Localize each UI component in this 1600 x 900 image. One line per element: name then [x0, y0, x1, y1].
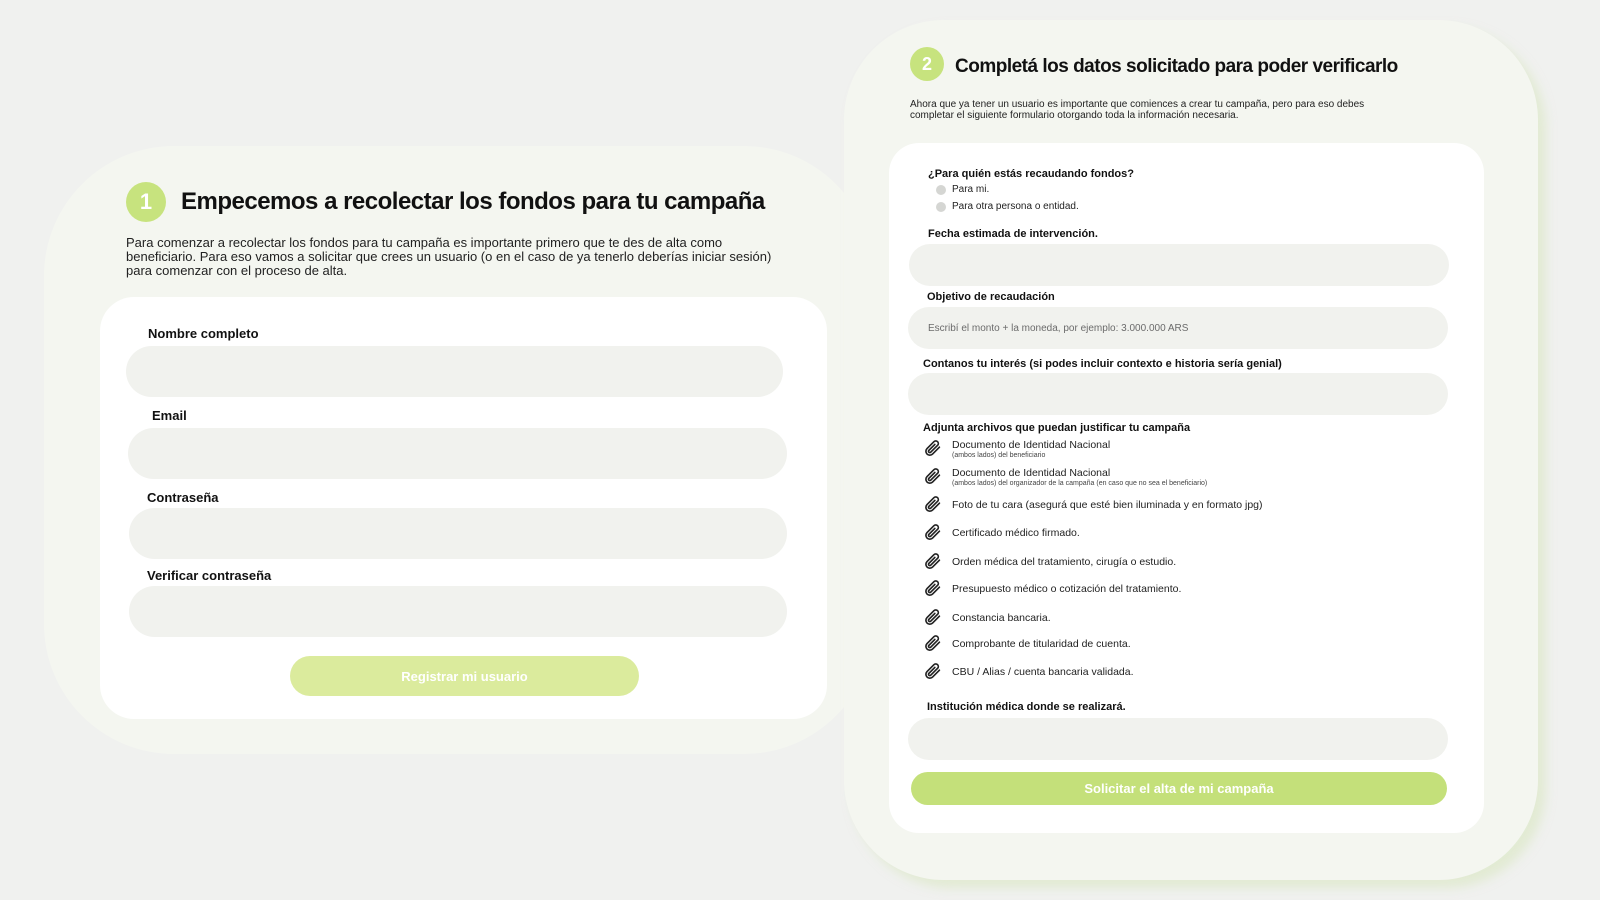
attachment-label: Foto de tu cara (asegurá que esté bien iluminada y en formato jpg)	[952, 499, 1263, 511]
interest-input[interactable]	[908, 373, 1448, 415]
password-label: Contraseña	[147, 490, 219, 505]
attachment-label: Documento de Identidad Nacional	[952, 439, 1111, 451]
attachment-label: CBU / Alias / cuenta bancaria validada.	[952, 666, 1134, 678]
step-2-title: Completá los datos solicitado para poder verificarlo	[955, 56, 1398, 77]
radio-option-label: Para mi.	[952, 184, 990, 195]
paperclip-icon	[922, 661, 944, 683]
radio-option-self[interactable]	[936, 184, 989, 195]
attachment-label: Comprobante de titularidad de cuenta.	[952, 638, 1131, 650]
register-user-button[interactable]: Registrar mi usuario	[290, 656, 639, 696]
step-2-intro-line: completar el siguiente formulario otorgando toda la información necesaria.	[910, 110, 1239, 121]
institution-label: Institución médica donde se realizará.	[927, 701, 1126, 713]
recipient-question-label: ¿Para quién estás recaudando fondos?	[928, 168, 1134, 180]
attachment-item[interactable]	[922, 551, 1176, 573]
paperclip-icon	[922, 494, 944, 516]
paperclip-icon	[922, 551, 944, 573]
radio-button[interactable]	[936, 185, 946, 195]
goal-label: Objetivo de recaudación	[927, 291, 1055, 303]
step-1-badge: 1	[126, 182, 166, 222]
paperclip-icon	[922, 578, 944, 600]
step-1-intro-line: Para comenzar a recolectar los fondos para tu campaña es importante primero que te des de alta como	[126, 235, 723, 250]
step-1-title: Empecemos a recolectar los fondos para tu campaña	[181, 188, 765, 215]
step-2-intro	[910, 99, 1430, 121]
verify-password-label: Verificar contraseña	[147, 568, 272, 583]
attachment-item[interactable]	[922, 438, 1110, 460]
attachment-item[interactable]	[922, 633, 1131, 655]
paperclip-icon	[922, 466, 944, 488]
step-2-intro-line: Ahora que ya tener un usuario es importante que comiences a crear tu campaña, pero para eso debes	[910, 99, 1365, 110]
goal-input[interactable]	[908, 307, 1448, 349]
intervention-date-input[interactable]	[909, 244, 1449, 286]
request-campaign-button[interactable]: Solicitar el alta de mi campaña	[911, 772, 1447, 805]
email-input[interactable]	[128, 428, 787, 479]
paperclip-icon	[922, 522, 944, 544]
paperclip-icon	[922, 607, 944, 629]
attachment-item[interactable]	[922, 494, 1263, 516]
institution-input[interactable]	[908, 718, 1448, 760]
attachment-label: Documento de Identidad Nacional	[952, 467, 1111, 479]
paperclip-icon	[922, 438, 944, 460]
verify-password-input[interactable]	[129, 586, 787, 637]
attachment-item[interactable]	[922, 578, 1181, 600]
attachment-sublabel: (ambos lados) del beneficiario	[952, 452, 1046, 459]
attachment-item[interactable]	[922, 466, 1207, 488]
intervention-date-label: Fecha estimada de intervención.	[928, 228, 1098, 240]
full-name-label: Nombre completo	[148, 326, 259, 341]
radio-option-label: Para otra persona o entidad.	[952, 201, 1079, 212]
attachment-label: Orden médica del tratamiento, cirugía o estudio.	[952, 556, 1177, 568]
attachment-item[interactable]	[922, 522, 1080, 544]
attachment-sublabel: (ambos lados) del organizador de la campaña (en caso que no sea el beneficiario)	[952, 480, 1208, 487]
interest-label: Contanos tu interés (si podes incluir contexto e historia sería genial)	[923, 358, 1282, 370]
email-label: Email	[152, 408, 187, 423]
attachments-label: Adjunta archivos que puedan justificar tu campaña	[923, 422, 1191, 434]
step-2-badge: 2	[910, 47, 944, 81]
radio-button[interactable]	[936, 202, 946, 212]
attachment-label: Certificado médico firmado.	[952, 527, 1080, 539]
step-1-intro	[126, 236, 786, 278]
attachment-item[interactable]	[922, 661, 1134, 683]
radio-option-other[interactable]	[936, 201, 1079, 212]
attachment-label: Presupuesto médico o cotización del tratamiento.	[952, 583, 1182, 595]
paperclip-icon	[922, 633, 944, 655]
attachment-item[interactable]	[922, 607, 1051, 629]
full-name-input[interactable]	[126, 346, 783, 397]
step-1-intro-line: para comenzar con el proceso de alta.	[126, 263, 348, 278]
step-1-intro-line: beneficiario. Para eso vamos a solicitar que crees un usuario (o en el caso de ya tenerlo deberías iniciar sesión)	[126, 249, 772, 264]
password-input[interactable]	[129, 508, 787, 559]
attachment-label: Constancia bancaria.	[952, 612, 1051, 624]
